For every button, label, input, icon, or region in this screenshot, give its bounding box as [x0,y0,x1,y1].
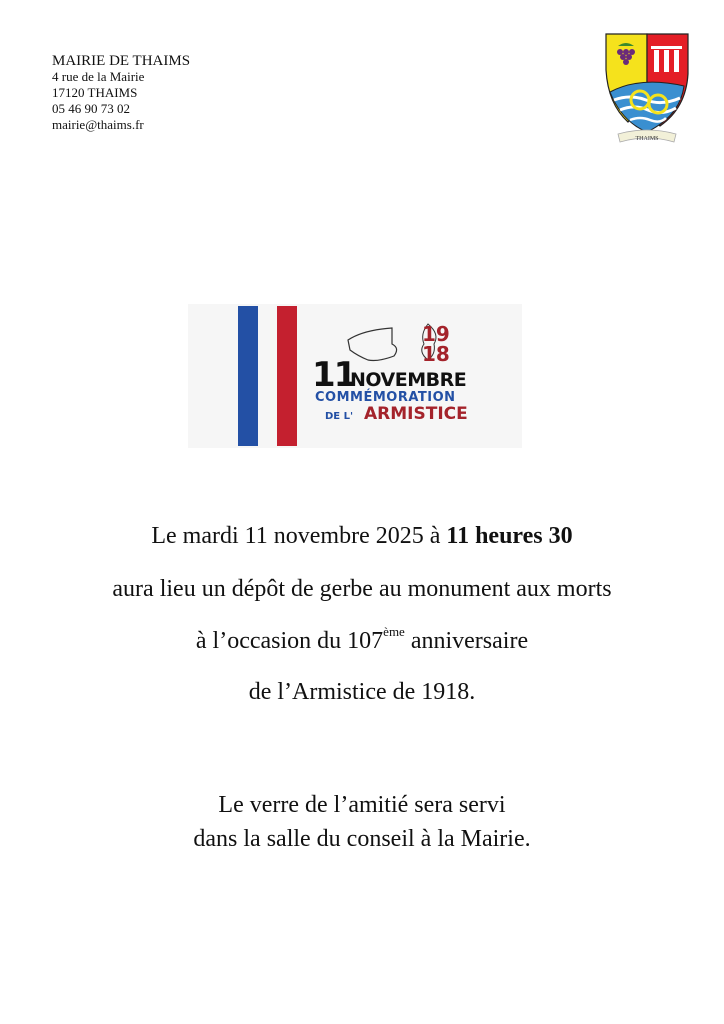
postal-city: 17120 THAIMS [52,85,138,100]
announcement-line-armistice: de l’Armistice de 1918. [248,679,476,705]
logo-day: 11 [312,355,356,395]
logo-de-l: DE L' [325,411,354,422]
occasion-suffix: anniversaire [404,628,529,654]
announcement-line-occasion [0,624,724,655]
reception-line-1: Le verre de l’amitié sera servi [218,792,506,818]
logo-armistice: ARMISTICE [364,404,468,424]
flag-red-stripe [277,306,297,446]
email-address: mairie@thaims.fr [52,117,144,132]
logo-month: NOVEMBRE [350,369,467,391]
years-bottom: 18 [422,342,450,366]
armistice-commemoration-logo [188,304,522,448]
announcement-date: Le mardi 11 novembre 2025 à [151,523,447,549]
announcement-line-event: aura lieu un dépôt de gerbe au monument aux morts [112,576,612,602]
occasion-prefix: à l’occasion du 107 [195,628,384,654]
sender-address-block [52,53,190,133]
announcement-line-date [0,523,724,550]
armistice-logo-graphic [188,304,522,448]
years-top: 19 [422,322,450,346]
ordinal-suffix: ème [383,624,405,639]
mairie-name: MAIRIE DE THAIMS [52,53,191,69]
reception-line-2: dans la salle du conseil à la Mairie. [193,826,531,852]
flag-blue-stripe [238,306,258,446]
street-address: 4 rue de la Mairie [52,69,145,84]
logo-commemoration: COMMÉMORATION [315,390,456,405]
announcement-time: 11 heures 30 [446,523,573,549]
crest-banner-text: THAIMS [635,136,659,142]
thaims-coat-of-arms-icon [600,30,694,144]
phone-number: 05 46 90 73 02 [52,101,130,116]
